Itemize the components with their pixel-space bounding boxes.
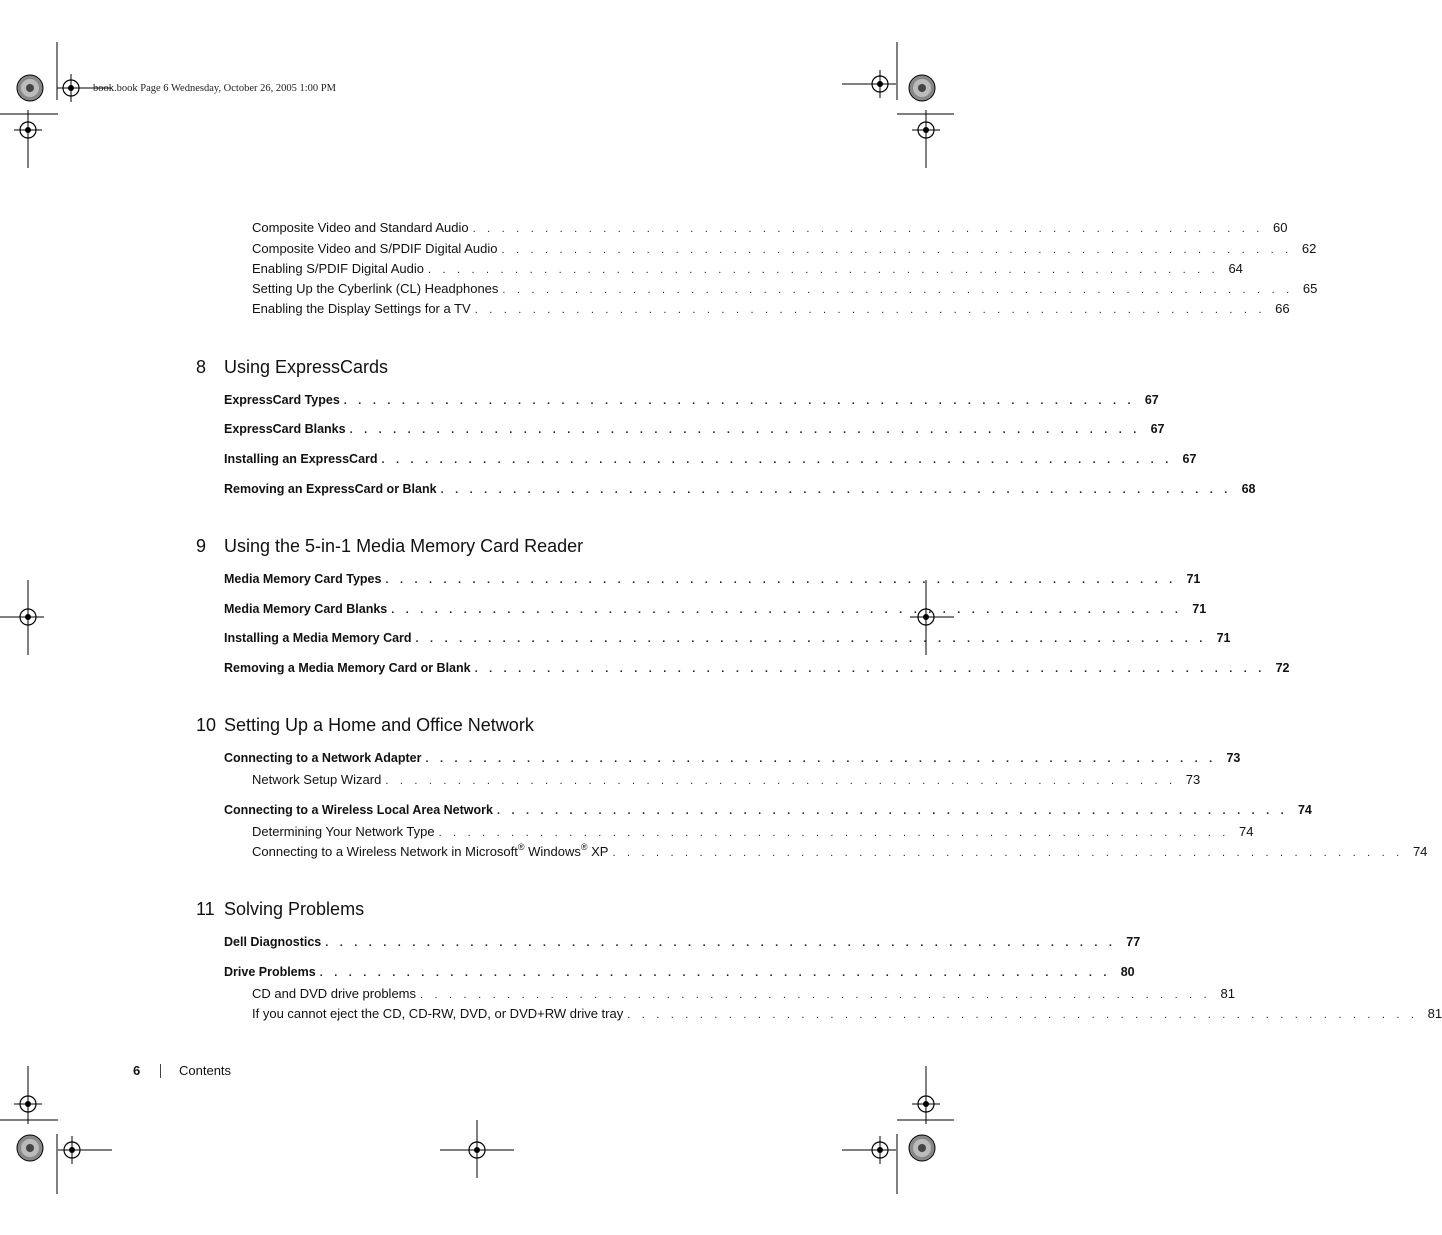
starburst-mark-icon (17, 75, 43, 101)
dot-leader: . . . . . . . . . . . . . . . . . . . . . . . . . . . . . . . . . . . . . . . . . . . . . . . . . . . . . . . (415, 633, 1207, 645)
toc-entry[interactable] (224, 660, 1290, 677)
toc-entry-page: 67 (1144, 393, 1159, 407)
dot-leader: . . . . . . . . . . . . . . . . . . . . . . . . . . . . . . . . . . . . . . . . . . . . . . . . . . . . . . . (472, 223, 1264, 235)
toc-entry-title: Media Memory Card Types (224, 572, 382, 586)
toc-entry-title: Composite Video and Standard Audio (252, 220, 469, 235)
toc-entry[interactable] (252, 220, 1288, 237)
toc-entry[interactable] (252, 261, 1243, 278)
chapter-title: Using ExpressCards (224, 357, 389, 377)
toc-entry-title: Enabling S/PDIF Digital Audio (252, 261, 424, 276)
chapter-heading[interactable] (196, 357, 388, 378)
dot-leader: . . . . . . . . . . . . . . . . . . . . . . . . . . . . . . . . . . . . . . . . . . . . . . . . . . . . . . . (325, 937, 1117, 949)
toc-entry-page: 81 (1427, 1006, 1442, 1021)
chapter-title: Solving Problems (224, 899, 365, 919)
dot-leader: . . . . . . . . . . . . . . . . . . . . . . . . . . . . . . . . . . . . . . . . . . . . . . . . . . . . . . . (474, 304, 1266, 316)
chapter-number: 9 (196, 536, 207, 556)
toc-entry-page: 62 (1301, 241, 1317, 256)
toc-entry[interactable] (252, 301, 1290, 318)
print-header: book.book Page 6 Wednesday, October 26, 2005 1:00 PM (93, 83, 336, 94)
toc-entry-title: Installing an ExpressCard (224, 452, 378, 466)
toc-entry-page: 68 (1241, 482, 1256, 496)
toc-entry[interactable] (224, 571, 1201, 588)
toc-entry-page: 77 (1126, 935, 1141, 949)
toc-entry-page: 74 (1297, 803, 1312, 817)
chapter-title: Using the 5-in-1 Media Memory Card Reader (224, 536, 584, 556)
toc-entry[interactable] (224, 601, 1207, 618)
toc-entry-title: Setting Up the Cyberlink (CL) Headphones (252, 281, 499, 296)
footer-page-number: 6 (133, 1063, 141, 1078)
chapter-heading[interactable] (196, 899, 364, 920)
dot-leader: . . . . . . . . . . . . . . . . . . . . . . . . . . . . . . . . . . . . . . . . . . . . . . . . . . . . . . . (385, 775, 1177, 787)
title-part: Connecting to a Wireless Network in Microsoft (252, 844, 518, 859)
toc-entry-title: Connecting to a Wireless Local Area Network (224, 803, 493, 817)
toc-entry-title: CD and DVD drive problems (252, 986, 417, 1001)
dot-leader: . . . . . . . . . . . . . . . . . . . . . . . . . . . . . . . . . . . . . . . . . . . . . . . . . . . . . . . (427, 264, 1219, 276)
toc-entry-page: 67 (1182, 452, 1197, 466)
toc-entry-title: Removing a Media Memory Card or Blank (224, 661, 471, 675)
toc-entry-title: Connecting to a Network Adapter (224, 751, 422, 765)
toc-entry-title: Installing a Media Memory Card (224, 631, 412, 645)
toc-entry[interactable] (224, 630, 1231, 647)
toc-entry-title: Dell Diagnostics (224, 935, 322, 949)
toc-entry-title: Determining Your Network Type (252, 824, 435, 839)
toc-entry[interactable] (224, 421, 1165, 438)
toc-entry-title: Composite Video and S/PDIF Digital Audio (252, 241, 498, 256)
toc-entry[interactable] (224, 934, 1141, 951)
toc-entry-page: 71 (1186, 572, 1201, 586)
toc-entry-title: ExpressCard Blanks (224, 422, 346, 436)
toc-entry-title: If you cannot eject the CD, CD-RW, DVD, or DVD+RW drive tray (252, 1006, 624, 1021)
chapter-number: 10 (196, 715, 217, 735)
title-part: Windows (524, 844, 581, 859)
toc-entry[interactable] (252, 1006, 1442, 1023)
toc-entry[interactable] (224, 451, 1197, 468)
chapter-heading[interactable] (196, 536, 583, 557)
title-part: XP (587, 844, 609, 859)
chapter-title: Setting Up a Home and Office Network (224, 715, 534, 735)
dot-leader: . . . . . . . . . . . . . . . . . . . . . . . . . . . . . . . . . . . . . . . . . . . . . . . . . . . . . . . (391, 604, 1183, 616)
toc-entry-title: Removing an ExpressCard or Blank (224, 482, 437, 496)
toc-entry[interactable] (252, 824, 1254, 841)
chapter-heading[interactable] (196, 715, 534, 736)
toc-entry-title: Enabling the Display Settings for a TV (252, 301, 471, 316)
dot-leader: . . . . . . . . . . . . . . . . . . . . . . . . . . . . . . . . . . . . . . . . . . . . . . . . . . . . . . . (440, 484, 1232, 496)
toc-entry-title: ExpressCard Types (224, 393, 340, 407)
dot-leader: . . . . . . . . . . . . . . . . . . . . . . . . . . . . . . . . . . . . . . . . . . . . . . . . . . . . . . . (627, 1009, 1419, 1021)
toc-entry-page: 66 (1275, 301, 1290, 316)
toc-entry[interactable] (252, 986, 1235, 1003)
chapter-number: 8 (196, 357, 207, 377)
starburst-mark-icon (909, 1135, 935, 1161)
toc-entry-title: Network Setup Wizard (252, 772, 382, 787)
toc-entry[interactable] (224, 964, 1135, 981)
dot-leader: . . . . . . . . . . . . . . . . . . . . . . . . . . . . . . . . . . . . . . . . . . . . . . . . . . . . . . . (501, 244, 1293, 256)
dot-leader: . . . . . . . . . . . . . . . . . . . . . . . . . . . . . . . . . . . . . . . . . . . . . . . . . . . . . . . (474, 663, 1266, 675)
toc-entry-page: 60 (1273, 220, 1288, 235)
toc-entry-page: 65 (1302, 281, 1318, 296)
toc-entry-page: 64 (1228, 261, 1243, 276)
dot-leader: . . . . . . . . . . . . . . . . . . . . . . . . . . . . . . . . . . . . . . . . . . . . . . . . . . . . . . . (420, 989, 1211, 1001)
dot-leader: . . . . . . . . . . . . . . . . . . . . . . . . . . . . . . . . . . . . . . . . . . . . . . . . . . . . . . . (502, 284, 1294, 296)
dot-leader: . . . . . . . . . . . . . . . . . . . . . . . . . . . . . . . . . . . . . . . . . . . . . . . . . . . . . . . (349, 424, 1141, 436)
toc-entry-page: 80 (1120, 965, 1135, 979)
toc-entry[interactable] (224, 802, 1312, 819)
toc-entry[interactable] (224, 392, 1159, 409)
dot-leader: . . . . . . . . . . . . . . . . . . . . . . . . . . . . . . . . . . . . . . . . . . . . . . . . . . . . . . . (343, 395, 1135, 407)
starburst-mark-icon (909, 75, 935, 101)
toc-entry-title: Media Memory Card Blanks (224, 602, 388, 616)
toc-entry-title: Drive Problems (224, 965, 316, 979)
toc-entry-page: 67 (1150, 422, 1165, 436)
footer-section-label: Contents (179, 1063, 232, 1078)
dot-leader: . . . . . . . . . . . . . . . . . . . . . . . . . . . . . . . . . . . . . . . . . . . . . . . . . . . . . . . (438, 827, 1230, 839)
dot-leader: . . . . . . . . . . . . . . . . . . . . . . . . . . . . . . . . . . . . . . . . . . . . . . . . . . . . . . . (612, 847, 1404, 859)
registered-mark: ® (580, 841, 588, 852)
toc-entry-title (252, 841, 612, 860)
toc-entry-page: 72 (1275, 661, 1290, 675)
toc-entry[interactable] (252, 241, 1317, 258)
footer-divider (160, 1064, 161, 1078)
toc-entry[interactable] (252, 841, 1428, 861)
toc-entry-page: 71 (1216, 631, 1231, 645)
toc-entry[interactable] (252, 281, 1318, 298)
dot-leader: . . . . . . . . . . . . . . . . . . . . . . . . . . . . . . . . . . . . . . . . . . . . . . . . . . . . . . . (425, 753, 1217, 765)
registered-mark: ® (517, 841, 525, 852)
chapter-number: 11 (196, 899, 215, 919)
toc-entry[interactable] (224, 750, 1241, 767)
toc-entry-page: 81 (1220, 986, 1235, 1001)
dot-leader: . . . . . . . . . . . . . . . . . . . . . . . . . . . . . . . . . . . . . . . . . . . . . . . . . . . . . . . (319, 967, 1111, 979)
starburst-mark-icon (17, 1135, 43, 1161)
toc-entry-page: 73 (1185, 772, 1201, 787)
dot-leader: . . . . . . . . . . . . . . . . . . . . . . . . . . . . . . . . . . . . . . . . . . . . . . . . . . . . . . . (385, 574, 1177, 586)
toc-entry[interactable] (252, 772, 1201, 789)
dot-leader: . . . . . . . . . . . . . . . . . . . . . . . . . . . . . . . . . . . . . . . . . . . . . . . . . . . . . . . (381, 454, 1173, 466)
dot-leader: . . . . . . . . . . . . . . . . . . . . . . . . . . . . . . . . . . . . . . . . . . . . . . . . . . . . . . . (496, 805, 1288, 817)
toc-entry-page: 74 (1412, 844, 1428, 859)
toc-entry[interactable] (224, 481, 1256, 498)
toc-entry-page: 73 (1226, 751, 1241, 765)
toc-entry-page: 71 (1192, 602, 1207, 616)
toc-entry-page: 74 (1239, 824, 1254, 839)
